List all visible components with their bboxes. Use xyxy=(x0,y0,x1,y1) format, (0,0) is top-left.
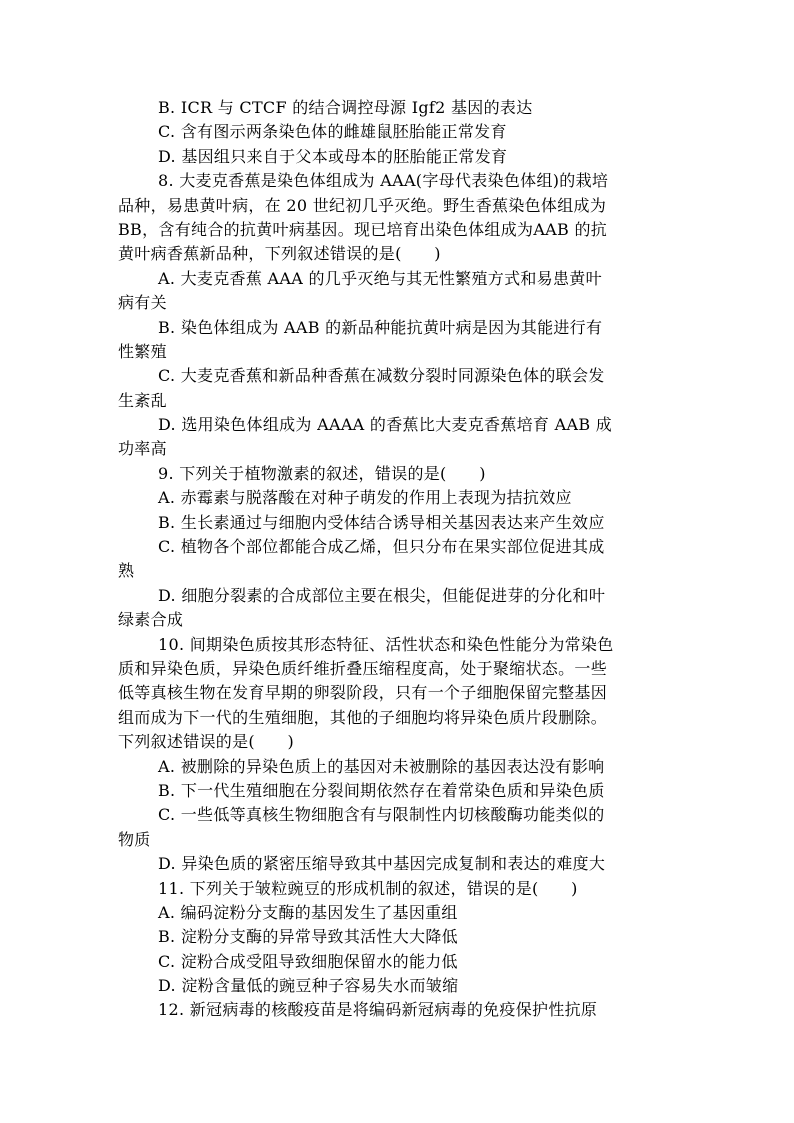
question-8-stem: 8. 大麦克香蕉是染色体组成为 AAA(字母代表染色体组)的栽培 xyxy=(158,171,609,191)
text-line: 病有关 xyxy=(118,293,167,313)
option-line: C. 大麦克香蕉和新品种香蕉在减数分裂时同源染色体的联会发 xyxy=(158,366,605,386)
option-line: D. 异染色质的紧密压缩导致其中基因完成复制和表达的难度大 xyxy=(158,854,606,874)
text-line: 品种，易患黄叶病，在 20 世纪初几乎灭绝。野生香蕉染色体组成为 xyxy=(118,195,607,215)
option-line: A. 大麦克香蕉 AAA 的几乎灭绝与其无性繁殖方式和易患黄叶 xyxy=(158,268,602,288)
question-9-stem: 9. 下列关于植物激素的叙述，错误的是( ) xyxy=(158,463,486,483)
option-line: C. 淀粉合成受阻导致细胞保留水的能力低 xyxy=(158,951,458,971)
option-line: B. 淀粉分支酶的异常导致其活性大大降低 xyxy=(158,927,458,947)
option-line: A. 被删除的异染色质上的基因对未被删除的基因表达没有影响 xyxy=(158,756,605,776)
option-line: B. 染色体组成为 AAB 的新品种能抗黄叶病是因为其能进行有 xyxy=(158,317,603,337)
text-line: 下列叙述错误的是( ) xyxy=(118,732,295,752)
option-line: C. 一些低等真核生物细胞含有与限制性内切核酸酶功能类似的 xyxy=(158,805,605,825)
text-line: 绿素合成 xyxy=(118,610,184,630)
option-line: A. 编码淀粉分支酶的基因发生了基因重组 xyxy=(158,902,458,922)
option-line: A. 赤霉素与脱落酸在对种子萌发的作用上表现为拮抗效应 xyxy=(158,488,572,508)
option-line: D. 选用染色体组成为 AAAA 的香蕉比大麦克香蕉培育 AAB 成 xyxy=(158,415,613,435)
text-line: 质和异染色质，异染色质纤维折叠压缩程度高，处于聚缩状态。一些 xyxy=(118,658,608,678)
text-line: 低等真核生物在发育早期的卵裂阶段，只有一个子细胞保留完整基因 xyxy=(118,683,608,703)
text-line: 功率高 xyxy=(118,439,167,459)
question-12-stem: 12. 新冠病毒的核酸疫苗是将编码新冠病毒的免疫保护性抗原 xyxy=(158,1000,598,1020)
question-11-stem: 11. 下列关于皱粒豌豆的形成机制的叙述，错误的是( ) xyxy=(158,878,578,898)
text-line: 物质 xyxy=(118,829,151,849)
option-line: D. 淀粉含量低的豌豆种子容易失水而皱缩 xyxy=(158,976,459,996)
text-line: C. 含有图示两条染色体的雌雄鼠胚胎能正常发育 xyxy=(158,122,507,142)
text-line: 黄叶病香蕉新品种，下列叙述错误的是( ) xyxy=(118,244,441,264)
document-page xyxy=(118,96,674,1023)
option-line: B. 生长素通过与细胞内受体结合诱导相关基因表达来产生效应 xyxy=(158,512,605,532)
text-line: B. ICR 与 CTCF 的结合调控母源 Igf2 基因的表达 xyxy=(158,98,533,117)
text-line: 熟 xyxy=(118,561,135,581)
question-10-stem: 10. 间期染色质按其形态特征、活性状态和染色性能分为常染色 xyxy=(158,634,614,654)
text-line: D. 基因组只来自于父本或母本的胚胎能正常发育 xyxy=(158,146,508,166)
text-line: BB，含有纯合的抗黄叶病基因。现已培育出染色体组成为AAB 的抗 xyxy=(118,219,608,239)
option-line: B. 下一代生殖细胞在分裂间期依然存在着常染色质和异染色质 xyxy=(158,780,605,800)
option-line: C. 植物各个部位都能合成乙烯，但只分布在果实部位促进其成 xyxy=(158,537,605,557)
option-line: D. 细胞分裂素的合成部位主要在根尖，但能促进芽的分化和叶 xyxy=(158,585,606,605)
text-line: 组而成为下一代的生殖细胞，其他的子细胞均将异染色质片段删除。 xyxy=(118,707,608,727)
text-line: 性繁殖 xyxy=(118,341,167,361)
text-line: 生紊乱 xyxy=(118,390,167,410)
